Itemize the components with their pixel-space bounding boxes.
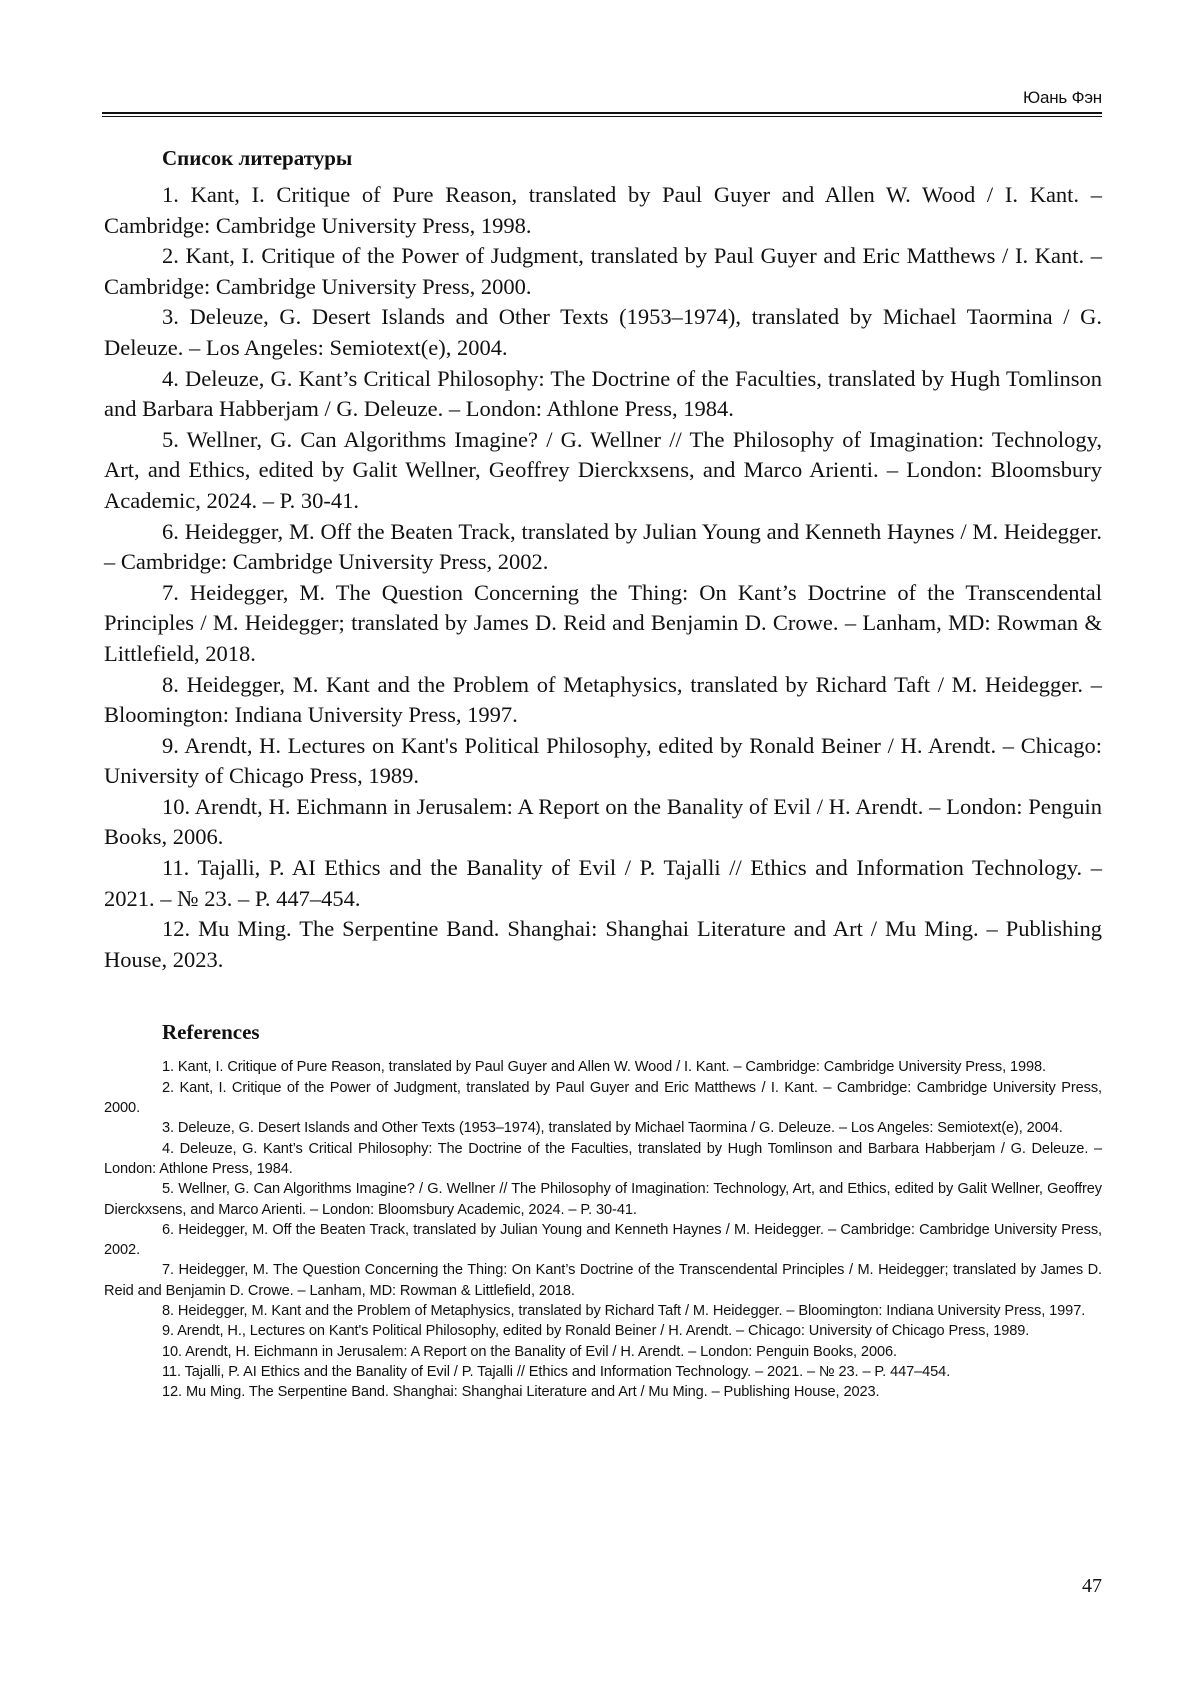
- bibliography-entry: 9. Arendt, H. Lectures on Kant's Political Philosophy, edited by Ronald Beiner / H. Arendt. – Chicago: University of Chicago Press, 1989.: [104, 732, 1102, 789]
- bibliography-list: [104, 180, 1102, 975]
- reference-entry: 3. Deleuze, G. Desert Islands and Other Texts (1953–1974), translated by Michael Taormina / G. Deleuze. – Los Angeles: Semiotext(e), 2004.: [162, 1120, 1063, 1137]
- reference-entry: 10. Arendt, H. Eichmann in Jerusalem: A Report on the Banality of Evil / H. Arendt. – London: Penguin Books, 2006.: [162, 1343, 897, 1360]
- bibliography-heading: Список литературы: [162, 146, 353, 170]
- reference-entry: 4. Deleuze, G. Kant’s Critical Philosophy: The Doctrine of the Faculties, translated by Hugh Tomlinson and Barbara Habberjam / G. Deleuze. – London: Athlone Press, 1984.: [104, 1140, 1102, 1177]
- reference-entry: 11. Tajalli, P. AI Ethics and the Banality of Evil / P. Tajalli // Ethics and Information Technology. – 2021. – № 23. – P. 447–454.: [162, 1363, 951, 1380]
- bibliography-entry: 3. Deleuze, G. Desert Islands and Other Texts (1953–1974), translated by Michael Taormina / G. Deleuze. – Los Angeles: Semiotext(e), 2004.: [104, 304, 1102, 360]
- reference-entry: 9. Arendt, H., Lectures on Kant's Political Philosophy, edited by Ronald Beiner / H. Arendt. – Chicago: University of Chicago Press, 1989.: [162, 1323, 1030, 1340]
- reference-entry: 1. Kant, I. Critique of Pure Reason, translated by Paul Guyer and Allen W. Wood / I. Kant. – Cambridge: Cambridge University Press, 1998.: [162, 1059, 1046, 1076]
- references-heading: References: [162, 1020, 260, 1045]
- bibliography-entry: 8. Heidegger, M. Kant and the Problem of Metaphysics, translated by Richard Taft / M. Heidegger. – Bloomington: Indiana University Press, 1997.: [104, 671, 1102, 728]
- references-list: [104, 1057, 1102, 1402]
- reference-entry: 5. Wellner, G. Can Algorithms Imagine? / G. Wellner // The Philosophy of Imagination: Technology, Art, and Ethics, edited by Galit Wellner, Geoffrey Dierckxsens, and Marco Arienti. – London: Bloomsbury Academic, 2024. – P. 30-41.: [104, 1181, 1102, 1218]
- bibliography-entry: 11. Tajalli, P. AI Ethics and the Banality of Evil / P. Tajalli // Ethics and Information Technology. – 2021. – № 23. – P. 447–454.: [104, 855, 1102, 911]
- bibliography-entry: 7. Heidegger, M. The Question Concerning the Thing: On Kant’s Doctrine of the Transcendental Principles / M. Heidegger; translated by James D. Reid and Benjamin D. Crowe. – Lanham, MD: Rowman & Littlefield, 2018.: [104, 579, 1102, 666]
- header-rule: [102, 112, 1102, 117]
- bibliography-entry: 6. Heidegger, M. Off the Beaten Track, translated by Julian Young and Kenneth Haynes / M. Heidegger. – Cambridge: Cambridge University Press, 2002.: [104, 518, 1102, 575]
- reference-entry: 2. Kant, I. Critique of the Power of Judgment, translated by Paul Guyer and Eric Matthews / I. Kant. – Cambridge: Cambridge University Press, 2000.: [104, 1079, 1102, 1117]
- reference-entry: 12. Mu Ming. The Serpentine Band. Shanghai: Shanghai Literature and Art / Mu Ming. – Publishing House, 2023.: [162, 1384, 880, 1401]
- running-head-author: Юань Фэн: [1023, 88, 1102, 107]
- bibliography-entry: 1. Kant, I. Critique of Pure Reason, translated by Paul Guyer and Allen W. Wood / I. Kant. – Cambridge: Cambridge University Press, 1998.: [104, 182, 1102, 238]
- content-body: [104, 145, 1102, 1402]
- reference-entry: 7. Heidegger, M. The Question Concerning the Thing: On Kant’s Doctrine of the Transcendental Principles / M. Heidegger; translated by James D. Reid and Benjamin D. Crowe. – Lanham, MD: Rowman & Littlefield, 2018.: [104, 1262, 1102, 1299]
- reference-entry: 8. Heidegger, M. Kant and the Problem of Metaphysics, translated by Richard Taft / M. Heidegger. – Bloomington: Indiana University Press, 1997.: [162, 1303, 1086, 1319]
- bibliography-entry: 12. Mu Ming. The Serpentine Band. Shanghai: Shanghai Literature and Art / Mu Ming. – Publishing House, 2023.: [104, 916, 1102, 972]
- bibliography-entry: 10. Arendt, H. Eichmann in Jerusalem: A Report on the Banality of Evil / H. Arendt. – London: Penguin Books, 2006.: [104, 793, 1102, 850]
- bibliography-entry: 4. Deleuze, G. Kant’s Critical Philosophy: The Doctrine of the Faculties, translated by Hugh Tomlinson and Barbara Habberjam / G. Deleuze. – London: Athlone Press, 1984.: [104, 365, 1102, 422]
- bibliography-entry: 2. Kant, I. Critique of the Power of Judgment, translated by Paul Guyer and Eric Matthews / I. Kant. – Cambridge: Cambridge University Press, 2000.: [104, 243, 1102, 299]
- page-number: 47: [1082, 1575, 1102, 1597]
- reference-entry: 6. Heidegger, M. Off the Beaten Track, translated by Julian Young and Kenneth Haynes / M. Heidegger. – Cambridge: Cambridge University Press, 2002.: [104, 1221, 1102, 1259]
- bibliography-entry: 5. Wellner, G. Can Algorithms Imagine? / G. Wellner // The Philosophy of Imagination: Technology, Art, and Ethics, edited by Galit Wellner, Geoffrey Dierckxsens, and Marco Arienti. – London: Bloomsbury Academic, 2024. – P. 30-41.: [104, 426, 1102, 513]
